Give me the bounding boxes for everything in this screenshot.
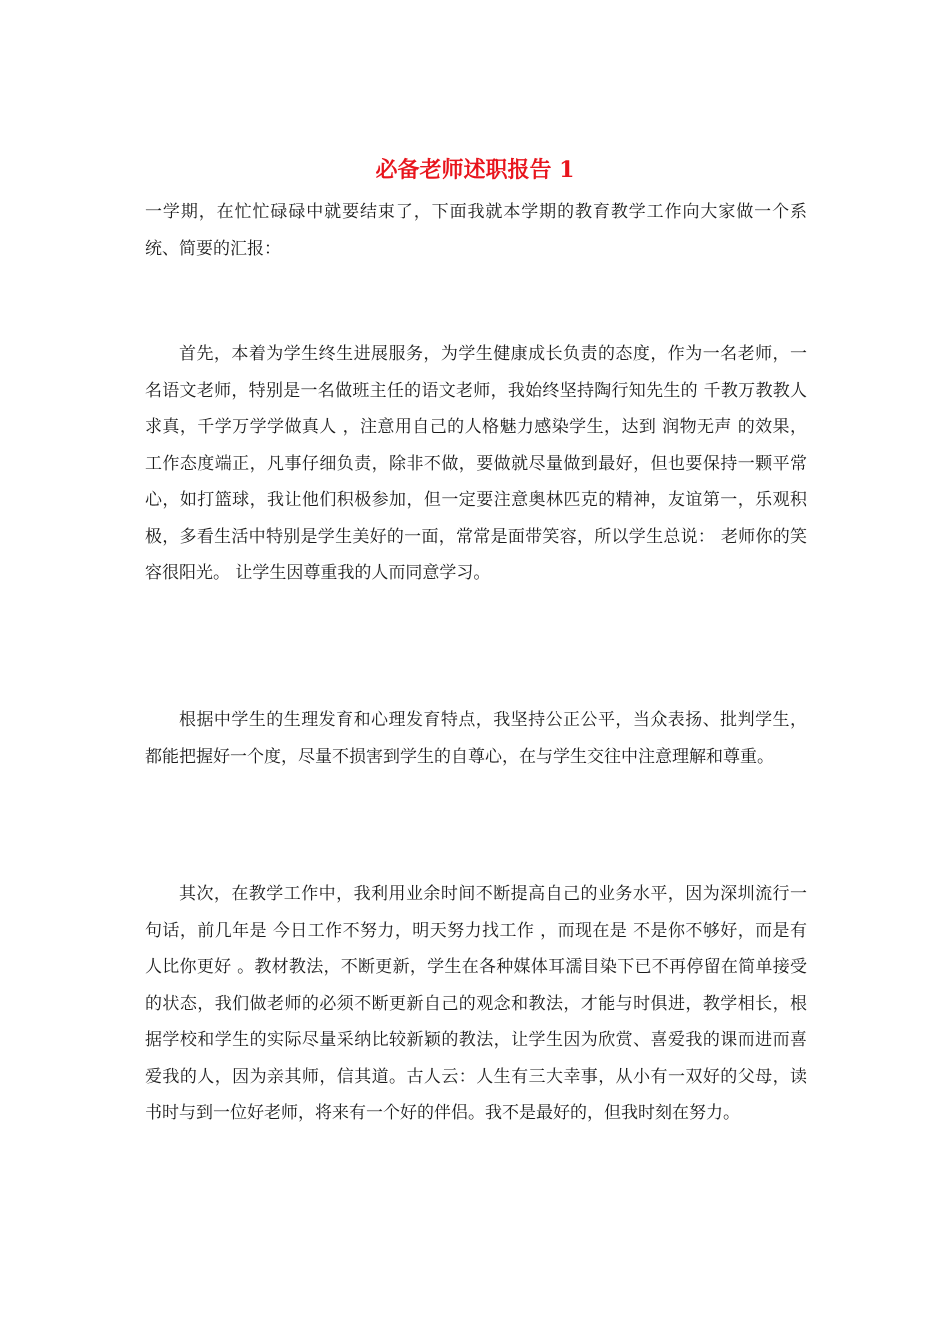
paragraph-second-point: 其次，在教学工作中，我利用业余时间不断提高自己的业务水平，因为深圳流行一句话，前几年是 今日工作不努力，明天努力找工作 ，而现在是 不是你不够好，而是有人比你更好 。教材教法，不断更新，学生在各种媒体耳濡目染下已不再停留在简单接受的状态，我们做老师的必须不断更新自己的观念和教法，才能与时俱进，教学相长，根据学校和学生的实际尽量采纳比较新颖的教法，让学生因为欣赏、喜爱我的课而进而喜爱我的人，因为亲其师，信其道。古人云：人生有三大幸事，从小有一双好的父母，读书时与到一位好老师，将来有一个好的伴侣。我不是最好的，但我时刻在努力。 <box>145 884 807 1123</box>
document-title: 必备老师述职报告 1 <box>375 157 575 183</box>
paragraph-first-point: 首先，本着为学生终生进展服务，为学生健康成长负责的态度，作为一名老师，一名语文老师，特别是一名做班主任的语文老师，我始终坚持陶行知先生的 千教万教教人求真，千学万学学做真人 ，注意用自己的人格魅力感染学生，达到 润物无声 的效果，工作态度端正，凡事仔细负责，除非不做，要做就尽量做到最好，但也要保持一颗平常心，如打篮球，我让他们积极参加，但一定要注意奥林匹克的精神，友谊第一，乐观积极，多看生活中特别是学生美好的一面，常常是面带笑容，所以学生总说： 老师你的笑容很阳光。 让学生因尊重我的人而同意学习。 <box>145 344 807 583</box>
paragraph-fairness: 根据中学生的生理发育和心理发育特点，我坚持公正公平，当众表扬、批判学生，都能把握好一个度，尽量不损害到学生的自尊心，在与学生交往中注意理解和尊重。 <box>145 710 807 767</box>
paragraph-intro: 一学期，在忙忙碌碌中就要结束了，下面我就本学期的教育教学工作向大家做一个系统、简要的汇报： <box>145 202 807 259</box>
